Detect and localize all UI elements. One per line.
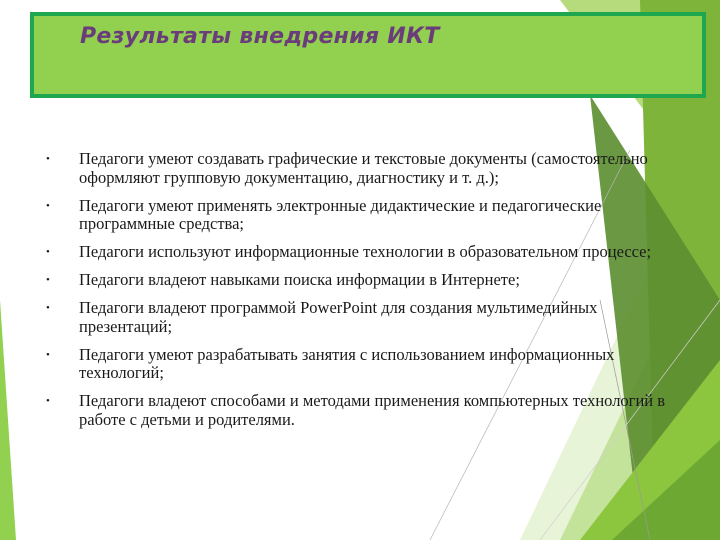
list-item-text: Педагоги умеют разрабатывать занятия с использованием информационных технологий;	[79, 344, 615, 382]
list-item-text: Педагоги умеют создавать графические и текстовые документы (самостоятельно оформляют групповую документацию, диагностику и т. д.);	[79, 149, 648, 187]
bullet-marker: •	[46, 153, 50, 165]
list-item	[46, 197, 686, 234]
slide-title: Результаты внедрения ИКТ	[80, 24, 440, 49]
left-edge-stripe	[0, 300, 16, 540]
list-item	[46, 271, 686, 290]
bullet-marker: •	[46, 274, 50, 286]
list-item	[46, 299, 686, 336]
title-box	[30, 12, 706, 98]
bullet-marker: •	[46, 348, 50, 361]
list-item-text: Педагоги владеют способами и методами применения компьютерных технологий в работе с детьми и родителями.	[79, 391, 666, 429]
bullet-marker: •	[46, 302, 50, 314]
bullet-list	[46, 150, 686, 439]
list-item	[46, 150, 686, 187]
list-item	[46, 392, 686, 429]
list-item	[46, 346, 686, 383]
list-item	[46, 243, 686, 262]
list-item-text: Педагоги умеют применять электронные дидактические и педагогические программные средства;	[79, 195, 602, 233]
list-item-text: Педагоги владеют программой PowerPoint для создания мультимедийных презентаций;	[79, 298, 598, 336]
list-item-text: Педагоги используют информационные технологии в образовательном процессе;	[79, 242, 652, 261]
bullet-marker: •	[46, 246, 50, 258]
list-item-text: Педагоги владеют навыками поиска информации в Интернете;	[79, 270, 520, 289]
bullet-marker: •	[46, 395, 50, 407]
bullet-marker: •	[46, 199, 50, 212]
